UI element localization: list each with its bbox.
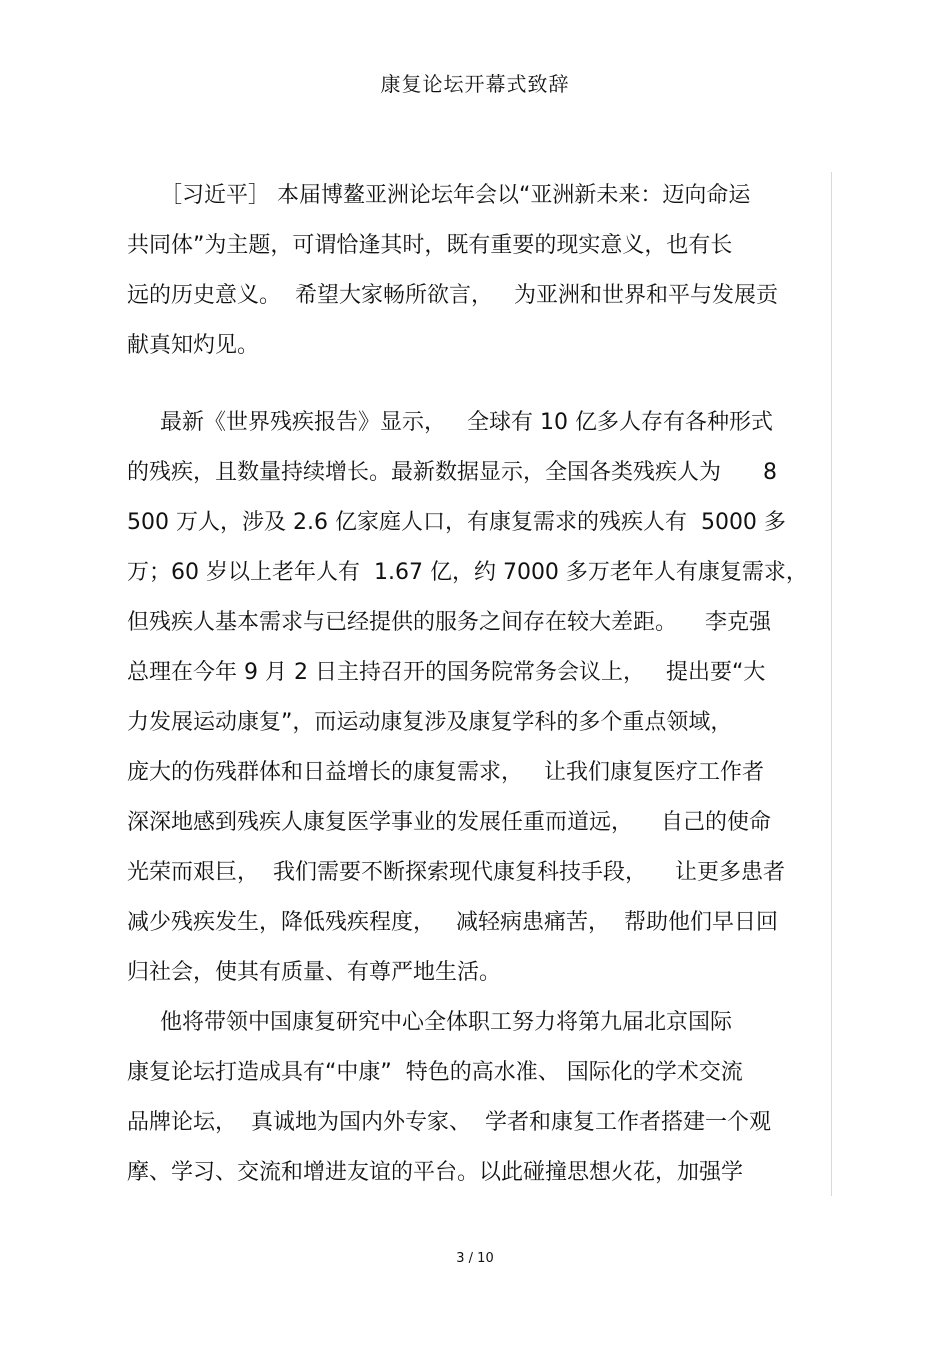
text-line: 品牌论坛， 真诚地为国内外专家、 学者和康复工作者搭建一个观 bbox=[127, 1110, 771, 1135]
text-line: 的残疾，且数量持续增长。最新数据显示，全国各类残疾人为 8 bbox=[127, 460, 777, 485]
text-line: 减少残疾发生，降低残疾程度， 减轻病患痛苦， 帮助他们早日回 bbox=[127, 910, 778, 935]
text-line: 他将带领中国康复研究中心全体职工努力将第九届北京国际 bbox=[160, 1010, 733, 1035]
text-line: 万；60 岁以上老年人有 1.67 亿，约 7000 多万老年人有康复需求， bbox=[127, 560, 808, 585]
margin-rule bbox=[831, 172, 832, 1196]
text-line: 庞大的伤残群体和日益增长的康复需求， 让我们康复医疗工作者 bbox=[127, 760, 764, 785]
document-title: 康复论坛开幕式致辞 bbox=[380, 72, 570, 96]
text-line: 摩、学习、交流和增进友谊的平台。以此碰撞思想火花，加强学 bbox=[127, 1160, 744, 1185]
text-line: 总理在今年 9 月 2 日主持召开的国务院常务会议上， 提出要“大 bbox=[127, 660, 766, 685]
text-line: 深深地感到残疾人康复医学事业的发展任重而道远， 自己的使命 bbox=[127, 810, 771, 835]
text-line: 但残疾人基本需求与已经提供的服务之间存在较大差距。 李克强 bbox=[127, 610, 771, 635]
page-number: 3 / 10 bbox=[456, 1251, 494, 1266]
text-line: 远的历史意义。 希望大家畅所欲言， 为亚洲和世界和平与发展贡 bbox=[127, 283, 778, 308]
text-line: 最新《世界残疾报告》显示， 全球有 10 亿多人存有各种形式 bbox=[160, 410, 773, 435]
text-line: 力发展运动康复”，而运动康复涉及康复学科的多个重点领域， bbox=[127, 710, 733, 735]
text-line: 共同体”为主题，可谓恰逢其时，既有重要的现实意义，也有长 bbox=[127, 233, 733, 258]
text-line: 归社会，使其有质量、有尊严地生活。 bbox=[127, 960, 502, 985]
text-line: 康复论坛打造成具有“中康” 特色的高水准、 国际化的学术交流 bbox=[127, 1060, 743, 1085]
text-line: 500 万人，涉及 2.6 亿家庭人口，有康复需求的残疾人有 5000 多 bbox=[127, 510, 786, 535]
text-line: ［习近平］ 本届博鳌亚洲论坛年会以“亚洲新未来：迈向命运 bbox=[160, 183, 751, 208]
text-line: 献真知灼见。 bbox=[127, 333, 260, 358]
text-line: 光荣而艰巨， 我们需要不断探索现代康复科技手段， 让更多患者 bbox=[127, 860, 785, 885]
